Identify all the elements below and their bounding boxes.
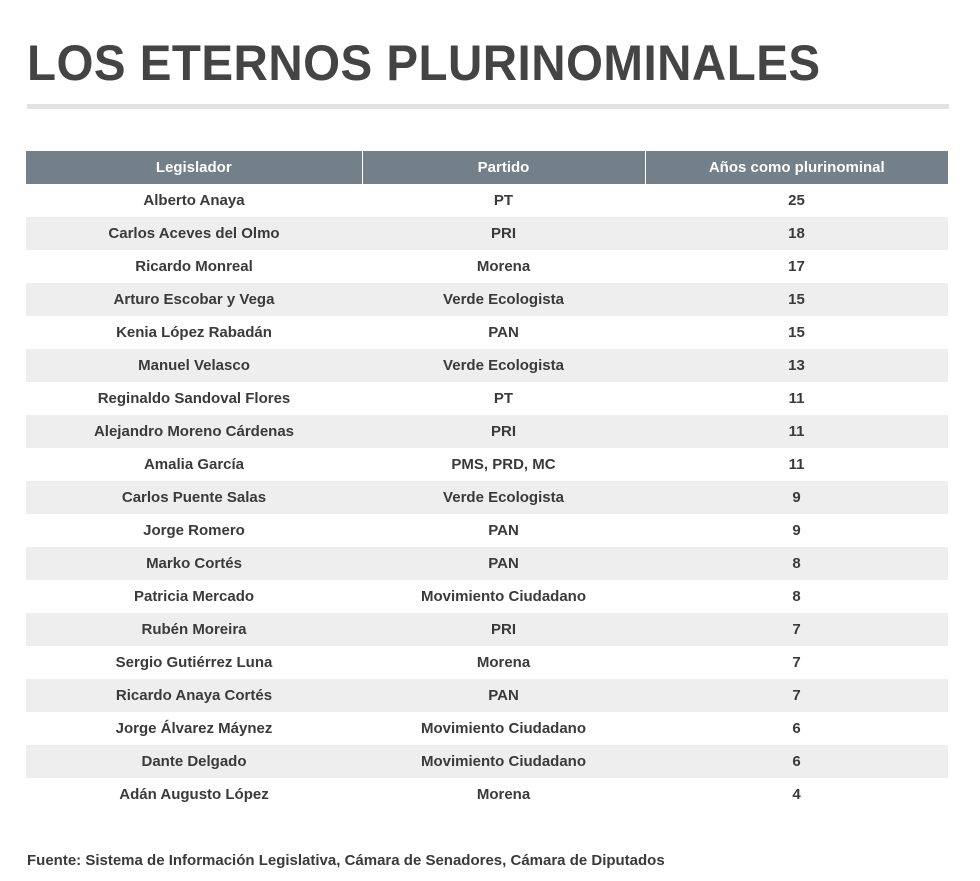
cell-partido: PT: [493, 390, 514, 407]
cell-partido: Movimiento Ciudadano: [421, 588, 586, 605]
table-header-row: [26, 151, 948, 184]
cell-anos: 9: [645, 481, 948, 514]
cell-legislador: Kenia López Rabadán: [116, 324, 272, 341]
table-row: [26, 217, 948, 250]
table-row: [26, 580, 948, 613]
table-row: [26, 184, 948, 217]
table-row: [26, 349, 948, 382]
cell-anos: 25: [788, 192, 805, 209]
table-row: [26, 415, 948, 448]
cell-legislador: Dante Delgado: [26, 745, 362, 778]
column-header-partido: Partido: [362, 151, 645, 184]
cell-anos: 6: [645, 745, 948, 778]
cell-legislador: Manuel Velasco: [26, 349, 362, 382]
cell-anos: 7: [645, 613, 948, 646]
cell-legislador: Jorge Romero: [143, 522, 245, 539]
cell-anos: 11: [788, 390, 805, 407]
cell-legislador: Sergio Gutiérrez Luna: [115, 654, 273, 671]
table-row: [26, 679, 948, 712]
cell-legislador: Adán Augusto López: [119, 786, 269, 803]
cell-legislador: Alejandro Moreno Cárdenas: [26, 415, 362, 448]
cell-legislador: Alberto Anaya: [143, 192, 245, 209]
cell-partido: PRI: [362, 613, 645, 646]
table-row: [26, 382, 948, 415]
cell-anos: 11: [645, 415, 948, 448]
title-divider: [27, 104, 949, 109]
column-header-legislador: Legislador: [26, 151, 362, 184]
cell-anos: 17: [788, 258, 805, 275]
cell-anos: 6: [792, 720, 801, 737]
table-row: [26, 250, 948, 283]
cell-anos: 7: [645, 679, 948, 712]
table-body: [26, 184, 948, 811]
cell-legislador: Ricardo Anaya Cortés: [26, 679, 362, 712]
cell-legislador: Marko Cortés: [26, 547, 362, 580]
table-row: [26, 646, 948, 679]
cell-legislador: Ricardo Monreal: [135, 258, 253, 275]
cell-legislador: Jorge Álvarez Máynez: [115, 720, 273, 737]
cell-anos: 15: [788, 324, 805, 341]
cell-legislador: Carlos Aceves del Olmo: [26, 217, 362, 250]
cell-anos: 15: [645, 283, 948, 316]
cell-anos: 7: [792, 654, 801, 671]
cell-partido: PMS, PRD, MC: [451, 456, 556, 473]
cell-partido: PRI: [362, 415, 645, 448]
cell-partido: Verde Ecologista: [362, 349, 645, 382]
cell-anos: 18: [645, 217, 948, 250]
table-row: [26, 316, 948, 349]
table-row: [26, 514, 948, 547]
cell-anos: 11: [788, 456, 805, 473]
legislators-table: [26, 151, 948, 811]
cell-partido: Morena: [476, 654, 531, 671]
cell-anos: 8: [792, 588, 801, 605]
cell-legislador: Carlos Puente Salas: [26, 481, 362, 514]
table-row: [26, 283, 948, 316]
table-row: [26, 613, 948, 646]
table-row: [26, 547, 948, 580]
cell-partido: Movimiento Ciudadano: [421, 720, 586, 737]
cell-anos: 4: [792, 786, 801, 803]
cell-partido: Movimiento Ciudadano: [362, 745, 645, 778]
page-title: LOS ETERNOS PLURINOMINALES: [27, 35, 821, 91]
cell-anos: 13: [645, 349, 948, 382]
cell-partido: PRI: [362, 217, 645, 250]
column-header-anos: Años como plurinominal: [645, 151, 948, 184]
cell-legislador: Amalia García: [143, 456, 245, 473]
cell-partido: PAN: [362, 679, 645, 712]
cell-legislador: Reginaldo Sandoval Flores: [97, 390, 291, 407]
table-row: [26, 745, 948, 778]
cell-partido: Verde Ecologista: [362, 283, 645, 316]
cell-partido: Morena: [476, 258, 531, 275]
cell-partido: Morena: [476, 786, 531, 803]
cell-partido: PAN: [362, 547, 645, 580]
cell-partido: PT: [493, 192, 514, 209]
cell-partido: PAN: [488, 324, 519, 341]
cell-legislador: Patricia Mercado: [133, 588, 255, 605]
source-note: Fuente: Sistema de Información Legislativa, Cámara de Senadores, Cámara de Diputados: [27, 852, 665, 869]
cell-partido: Verde Ecologista: [362, 481, 645, 514]
cell-legislador: Arturo Escobar y Vega: [26, 283, 362, 316]
table-row: [26, 712, 948, 745]
table-row: [26, 448, 948, 481]
table-row: [26, 778, 948, 811]
cell-partido: PAN: [488, 522, 519, 539]
cell-anos: 9: [792, 522, 801, 539]
table-row: [26, 481, 948, 514]
cell-legislador: Rubén Moreira: [26, 613, 362, 646]
cell-anos: 8: [645, 547, 948, 580]
